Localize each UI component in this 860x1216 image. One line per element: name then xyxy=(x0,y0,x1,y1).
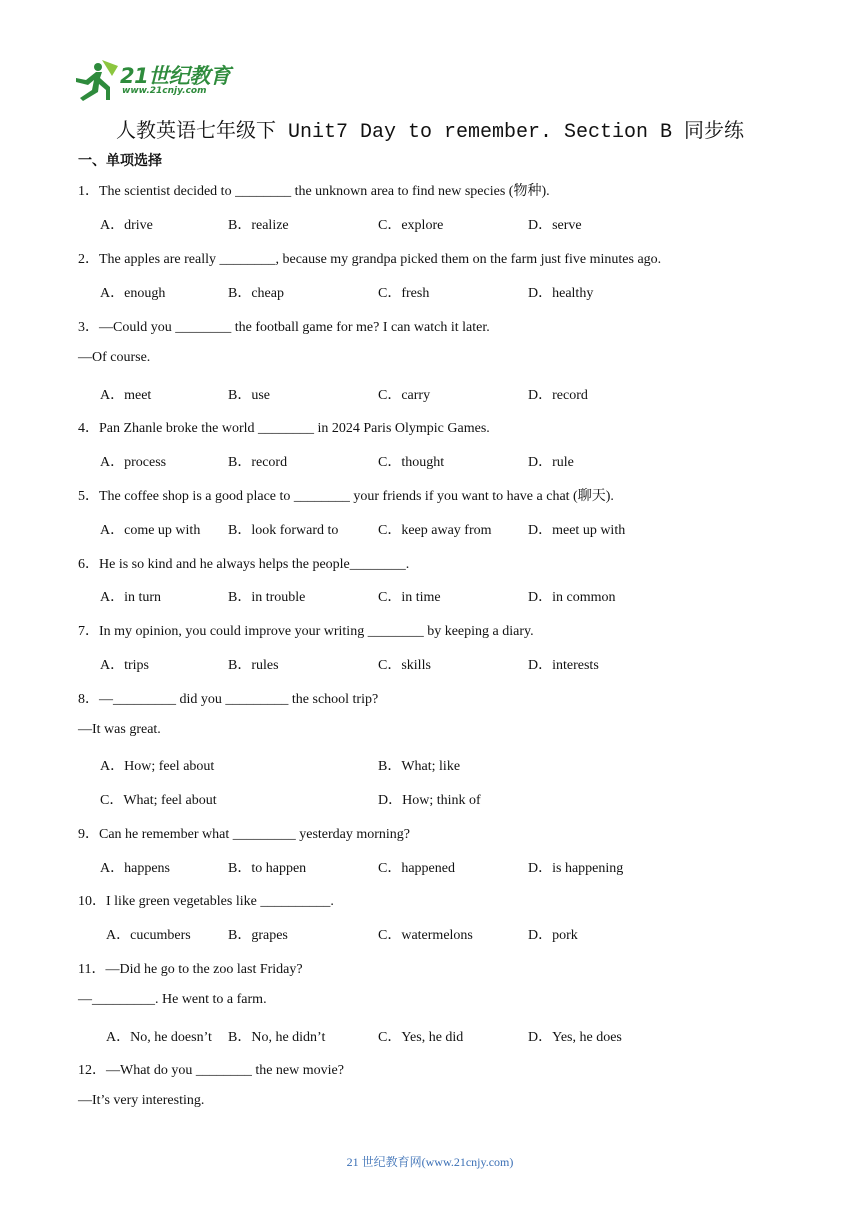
logo-text: 21世纪教育 xyxy=(120,64,231,88)
logo-url: www.21cnjy.com xyxy=(122,86,207,96)
option-b: B．look forward to xyxy=(228,523,339,538)
option-b: B．grapes xyxy=(228,928,288,943)
question-stem: 6．He is so kind and he always helps the people________. xyxy=(78,557,410,572)
question-stem: 10．I like green vegetables like __________. xyxy=(78,894,334,909)
question-stem: 8．—_________ did you _________ the school trip? xyxy=(78,692,379,707)
option-a: A．in turn xyxy=(100,590,162,605)
option-a: A．No, he doesn’t xyxy=(106,1030,212,1045)
option-d: D．healthy xyxy=(528,286,594,301)
option-c: C．thought xyxy=(378,455,445,470)
question-stem: 1．The scientist decided to ________ the unknown area to find new species (物种). xyxy=(78,184,550,199)
question-reply: —It was great. xyxy=(78,722,161,737)
option-c: C．Yes, he did xyxy=(378,1030,464,1045)
option-d: D．record xyxy=(528,388,588,403)
question-stem: 5．The coffee shop is a good place to ________ your friends if you want to have a chat (聊天). xyxy=(78,489,614,504)
option-d: D．How; think of xyxy=(378,793,481,808)
option-b: B．use xyxy=(228,388,270,403)
option-b: B．in trouble xyxy=(228,590,306,605)
question-stem: 2．The apples are really ________, because my grandpa picked them on the farm just five minutes ago. xyxy=(78,252,662,267)
option-c: C．explore xyxy=(378,218,444,233)
option-d: D．serve xyxy=(528,218,582,233)
logo xyxy=(72,58,242,102)
option-a: A．How; feel about xyxy=(100,759,215,774)
option-c: C．fresh xyxy=(378,286,430,301)
option-a: A．meet xyxy=(100,388,152,403)
option-b: B．No, he didn’t xyxy=(228,1030,326,1045)
option-a: A．cucumbers xyxy=(106,928,191,943)
page-title: 人教英语七年级下 Unit7 Day to remember. Section B 同步练 xyxy=(115,121,745,144)
option-a: A．drive xyxy=(100,218,153,233)
question-stem: 9．Can he remember what _________ yesterday morning? xyxy=(78,827,411,842)
option-d: D．rule xyxy=(528,455,574,470)
option-a: A．happens xyxy=(100,861,170,876)
section-heading: 一、单项选择 xyxy=(78,153,162,169)
option-a: A．come up with xyxy=(100,523,201,538)
option-c: C．carry xyxy=(378,388,431,403)
option-b: B．cheap xyxy=(228,286,284,301)
option-b: B．rules xyxy=(228,658,279,673)
option-b: B．to happen xyxy=(228,861,307,876)
option-c: C．watermelons xyxy=(378,928,473,943)
option-c: C．in time xyxy=(378,590,441,605)
option-c: C．happened xyxy=(378,861,455,876)
question-reply: —It’s very interesting. xyxy=(78,1093,205,1108)
option-d: D．pork xyxy=(528,928,578,943)
option-a: A．process xyxy=(100,455,167,470)
question-stem: 7．In my opinion, you could improve your writing ________ by keeping a diary. xyxy=(78,624,534,639)
question-stem: 12．—What do you ________ the new movie? xyxy=(78,1063,344,1078)
option-a: A．enough xyxy=(100,286,166,301)
question-stem: 4．Pan Zhanle broke the world ________ in 2024 Paris Olympic Games. xyxy=(78,421,490,436)
option-b: B．What; like xyxy=(378,759,461,774)
option-b: B．realize xyxy=(228,218,289,233)
question-reply: —_________. He went to a farm. xyxy=(78,992,267,1007)
option-c: C．What; feel about xyxy=(100,793,217,808)
option-b: B．record xyxy=(228,455,288,470)
option-d: D．meet up with xyxy=(528,523,626,538)
option-c: C．skills xyxy=(378,658,431,673)
question-stem: 3．—Could you ________ the football game for me? I can watch it later. xyxy=(78,320,490,335)
question-stem: 11．—Did he go to the zoo last Friday? xyxy=(78,962,303,977)
option-d: D．interests xyxy=(528,658,599,673)
option-a: A．trips xyxy=(100,658,149,673)
footer-link[interactable]: 21 世纪教育网(www.21cnjy.com) xyxy=(346,1155,514,1169)
option-d: D．in common xyxy=(528,590,616,605)
runner-logo-icon xyxy=(72,58,122,102)
option-d: D．Yes, he does xyxy=(528,1030,622,1045)
question-reply: —Of course. xyxy=(78,350,151,365)
option-c: C．keep away from xyxy=(378,523,492,538)
option-d: D．is happening xyxy=(528,861,624,876)
